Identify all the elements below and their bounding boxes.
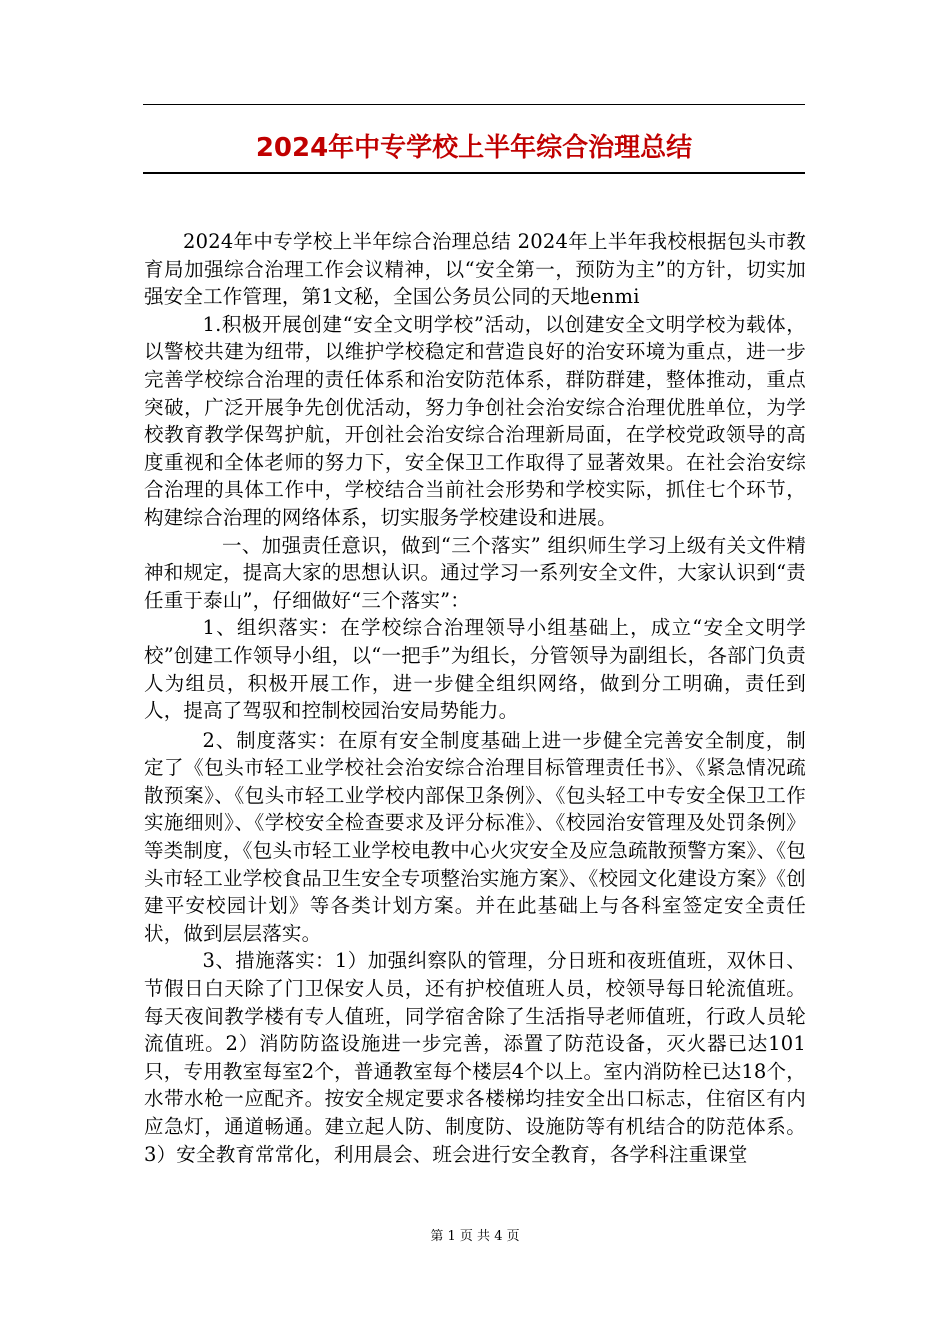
document-title: 2024年中专学校上半年综合治理总结 [255, 133, 693, 163]
header-rule-bottom [143, 172, 805, 174]
paragraph-organization: 1、组织落实：在学校综合治理领导小组基础上，成立“安全文明学校”创建工作领导小组，以“一把手”为组长，分管领导为副组长，各部门负责人为组员，积极开展工作，进一步健全组织网络，做到分工明确，责任到人，提高了驾驭和控制校园治安局势能力。 [144, 616, 806, 723]
document-body [144, 228, 806, 1168]
paragraph-section-one: 一、加强责任意识，做到“三个落实” 组织师生学习上级有关文件精神和规定，提高大家的思想认识。通过学习一系列安全文件，大家认识到“责任重于泰山”，仔细做好“三个落实”： [144, 533, 806, 612]
header-rule-top [143, 104, 805, 105]
page-footer: 第 1 页 共 4 页 [430, 1229, 520, 1244]
paragraph-intro: 2024年中专学校上半年综合治理总结 2024年上半年我校根据包头市教育局加强综合治理工作会议精神，以“安全第一，预防为主”的方针，切实加强安全工作管理，第1文秘，全国公务员公同的天地enmi [144, 230, 806, 309]
paragraph-system: 2、制度落实：在原有安全制度基础上进一步健全完善安全制度，制定了《包头市轻工业学校社会治安综合治理目标管理责任书》、《紧急情况疏散预案》、《包头市轻工业学校内部保卫条例》、《包头轻工中专安全保卫工作实施细则》、《学校安全检查要求及评分标准》、《校园治安管理及处罚条例》等类制度，《包头市轻工业学校电教中心火灾安全及应急疏散预警方案》、《包头市轻工业学校食品卫生安全专项整治实施方案》、《校园文化建设方案》《创建平安校园计划》等各类计划方案。并在此基础上与各科室签定安全责任状，做到层层落实。 [144, 728, 806, 945]
paragraph-activity: 1.积极开展创建“安全文明学校”活动，以创建安全文明学校为载体，以警校共建为纽带，以维护学校稳定和营造良好的治安环境为重点，进一步完善学校综合治理的责任体系和治安防范体系，群防群建，整体推动，重点突破，广泛开展争先创优活动，努力争创社会治安综合治理优胜单位，为学校教育教学保驾护航，开创社会治安综合治理新局面，在学校党政领导的高度重视和全体老师的努力下，安全保卫工作取得了显著效果。在社会治安综合治理的具体工作中，学校结合当前社会形势和学校实际，抓住七个环节，构建综合治理的网络体系，切实服务学校建设和进展。 [144, 312, 806, 529]
paragraph-measures: 3、措施落实：1）加强纠察队的管理，分日班和夜班值班，双休日、节假日白天除了门卫保安人员，还有护校值班人员，校领导每日轮流值班。每天夜间教学楼有专人值班，同学宿舍除了生活指导老师值班，行政人员轮流值班。2）消防防盗设施进一步完善，添置了防范设备，灭火器已达101只，专用教室每室2个，普通教室每个楼层4个以上。室内消防栓已达18个，水带水枪一应配齐。按安全规定要求各楼梯均挂安全出口标志，住宿区有内应急灯，通道畅通。建立起人防、制度防、设施防等有机结合的防范体系。3）安全教育常常化，利用晨会、班会进行安全教育，各学科注重课堂 [144, 949, 806, 1166]
